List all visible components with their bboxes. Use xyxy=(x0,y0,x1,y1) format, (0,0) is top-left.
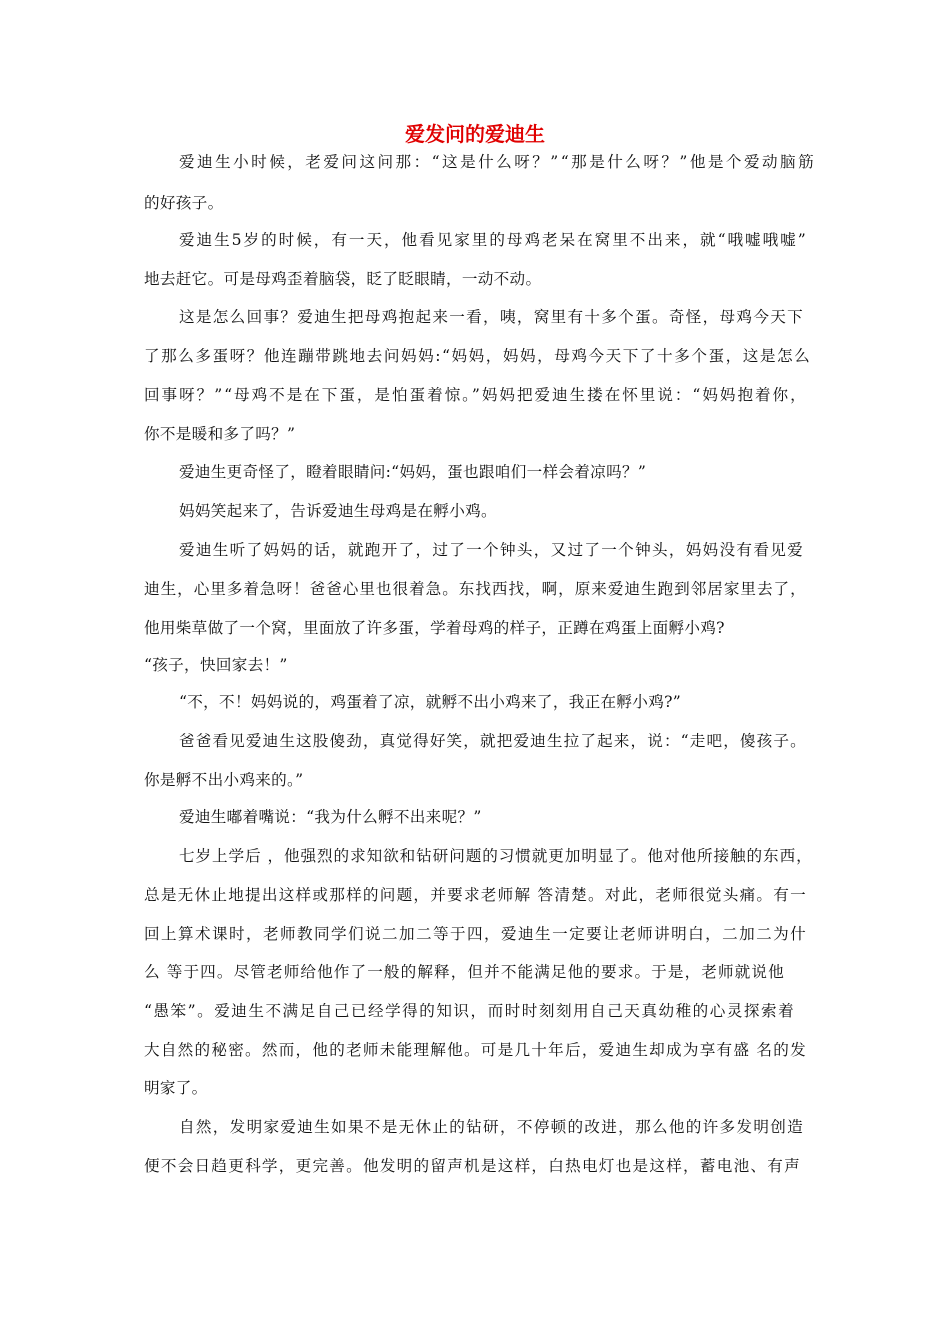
paragraph-line: 大自然的秘密。然而，他的老师未能理解他。可是几十年后，爱迪生却成为享有盛 名的发 xyxy=(144,1041,807,1059)
paragraph-line: 爱迪生听了妈妈的话，就跑开了，过了一个钟头，又过了一个钟头，妈妈没有看见爱 xyxy=(179,541,804,559)
paragraph-line: 爱迪生更奇怪了，瞪着眼睛问:“妈妈，蛋也跟咱们一样会着凉吗？” xyxy=(179,463,647,481)
paragraph-line: 回事呀？”“母鸡不是在下蛋，是怕蛋着惊。”妈妈把爱迪生搂在怀里说：“妈妈抱着你， xyxy=(144,386,808,404)
paragraph-line: 迪生，心里多着急呀！爸爸心里也很着急。东找西找，啊，原来爱迪生跑到邻居家里去了， xyxy=(144,580,807,598)
paragraph-line: “孩子，快回家去！” xyxy=(144,656,288,674)
paragraph-line: 的好孩子。 xyxy=(144,194,224,212)
paragraph-line: 爸爸看见爱迪生这股傻劲，真觉得好笑，就把爱迪生拉了起来，说：“走吧，傻孩子。 xyxy=(179,732,807,750)
paragraph-line: 回上算术课时，老师教同学们说二加二等于四，爱迪生一定要让老师讲明白，二加二为什 xyxy=(144,925,808,943)
paragraph-line: 爱迪生嘟着嘴说：“我为什么孵不出来呢？” xyxy=(179,808,482,826)
paragraph-line: “愚笨”。爱迪生不满足自己已经学得的知识，而时时刻刻用自己天真幼稚的心灵探索着 xyxy=(144,1002,796,1020)
paragraph-line: 地去赶它。可是母鸡歪着脑袋，眨了眨眼睛，一动不动。 xyxy=(144,270,542,288)
paragraph-line: 妈妈笑起来了，告诉爱迪生母鸡是在孵小鸡。 xyxy=(179,502,497,520)
paragraph-line: 了那么多蛋呀？他连蹦带跳地去问妈妈:“妈妈，妈妈，母鸡今天下了十多个蛋，这是怎么 xyxy=(144,347,812,365)
paragraph-line: 爱迪生5岁的时候，有一天，他看见家里的母鸡老呆在窝里不出来，就“哦嘘哦嘘” xyxy=(179,231,808,249)
paragraph-line: 他用柴草做了一个窝，里面放了许多蛋，学着母鸡的样子，正蹲在鸡蛋上面孵小鸡? xyxy=(144,619,725,637)
paragraph-line: 你是孵不出小鸡来的。” xyxy=(144,771,304,789)
paragraph-line: 这是怎么回事？爱迪生把母鸡抱起来一看，咦，窝里有十多个蛋。奇怪，母鸡今天下 xyxy=(179,308,804,326)
paragraph-line: 爱迪生小时候，老爱问这问那：“这是什么呀？”“那是什么呀？”他是个爱动脑筋 xyxy=(179,153,817,171)
paragraph-line: 么 等于四。尽管老师给他作了一般的解释，但并不能满足他的要求。于是，老师就说他 xyxy=(144,963,785,981)
paragraph-line: 自然，发明家爱迪生如果不是无休止的钻研，不停顿的改进，那么他的许多发明创造 xyxy=(179,1118,804,1136)
paragraph-line: 明家了。 xyxy=(144,1079,208,1097)
paragraph-line: 你不是暖和多了吗？” xyxy=(144,425,296,443)
paragraph-line: 总是无休止地提出这样或那样的问题，并要求老师解 答清楚。对此，老师很觉头痛。有一 xyxy=(144,886,807,904)
paragraph-line: 便不会日趋更科学，更完善。他发明的留声机是这样，白热电灯也是这样，蓄电池、有声 xyxy=(144,1157,801,1175)
document-title: 爱发问的爱迪生 xyxy=(405,122,545,146)
paragraph-line: “不，不！妈妈说的，鸡蛋着了凉，就孵不出小鸡来了，我正在孵小鸡?” xyxy=(179,693,682,711)
paragraph-line: 七岁上学后 ，他强烈的求知欲和钻研问题的习惯就更加明显了。他对他所接触的东西， xyxy=(179,847,813,865)
